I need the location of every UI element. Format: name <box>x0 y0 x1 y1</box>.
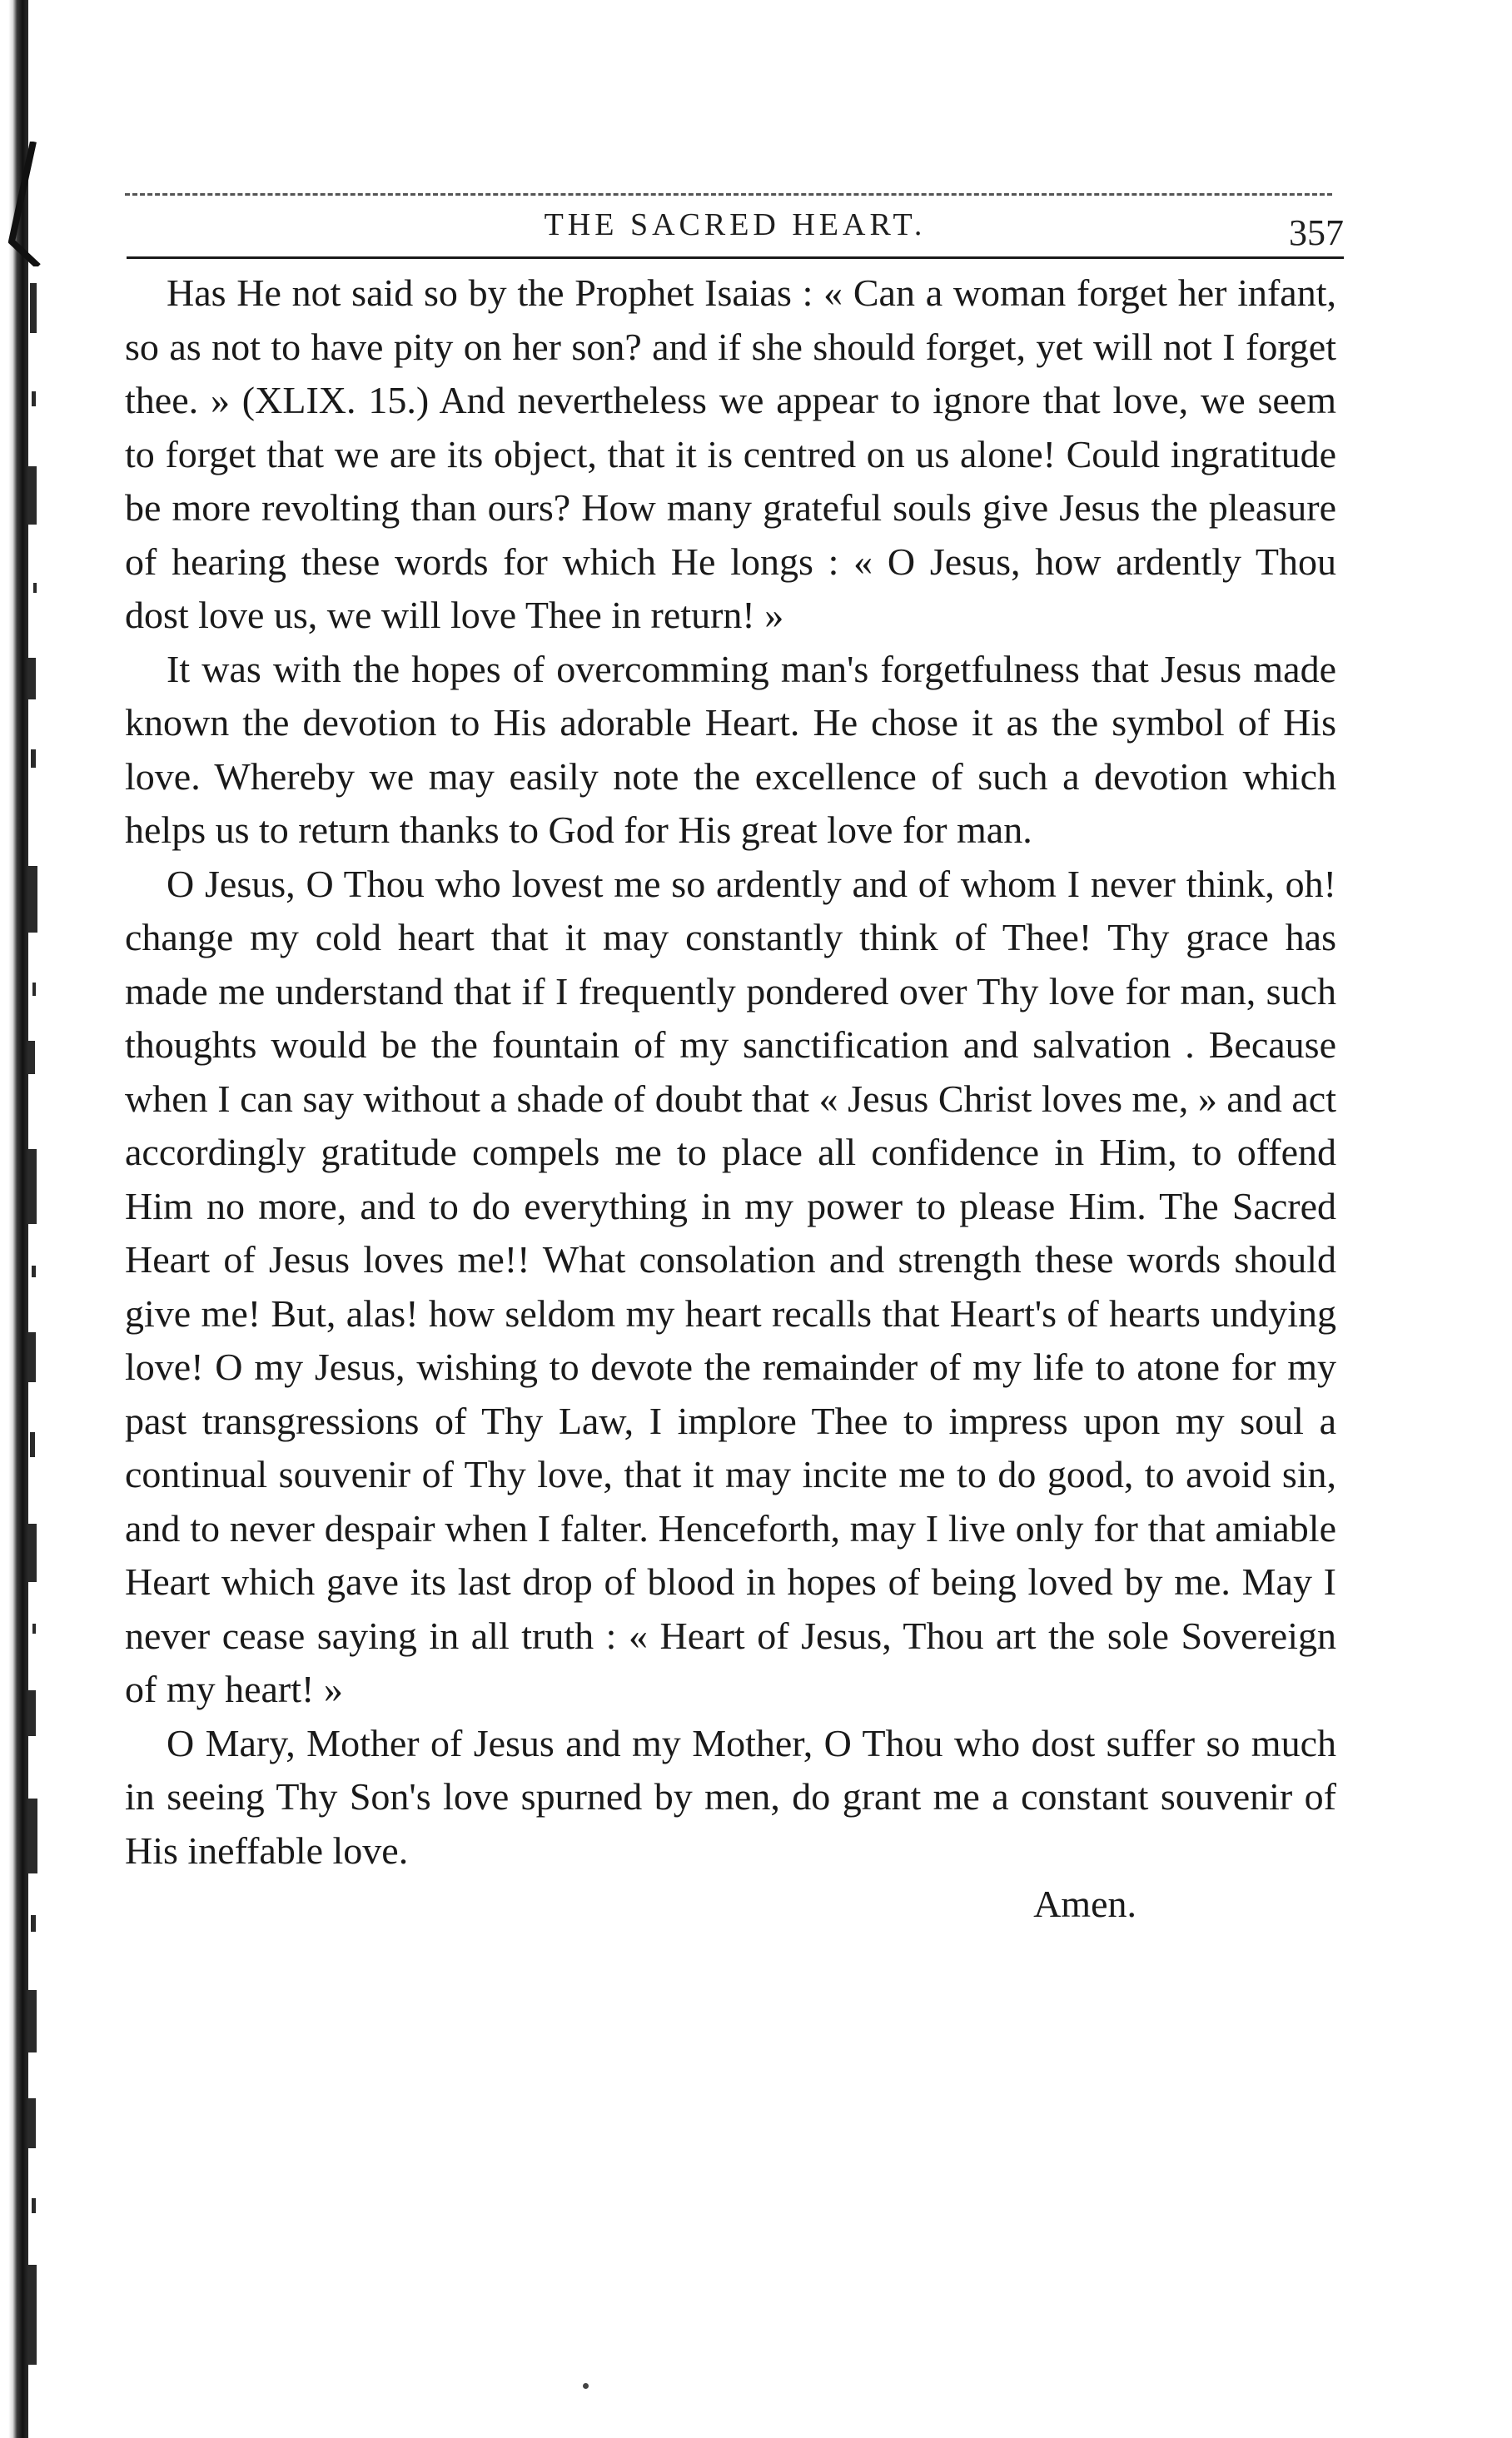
scanned-binding-edge <box>0 0 28 2438</box>
paragraph-prayer-to-mary: O Mary, Mother of Jesus and my Mother, O Thou who dost suffer so much in seeing Thy Son's love spurned by men, do grant me a constant souvenir of His ineffable love. <box>125 1721 1336 1872</box>
running-title: THE SACRED HEART. <box>544 207 927 242</box>
scan-corner-mark <box>8 142 42 266</box>
paragraph-prophet-isaias: Has He not said so by the Prophet Isaias : « Can a woman forget her infant, so as not to have pity on her son? and if she should forget, yet will not I forget thee. » (XLIX. 15.) And nevertheless we appear to ignore that love, we seem to forget that we are its object, that it is centred on us alone! Could ingratitude be more revolting than ours? How many grateful souls give Jesus the pleasure of hearing these words for which He longs : « O Jesus, how ardently Thou dost love us, we will love Thee in return! » <box>125 271 1336 636</box>
page-number: 357 <box>1289 212 1344 253</box>
paragraph-devotion: It was with the hopes of overcomming man's forgetfulness that Jesus made known the devotion to His adorable Heart. He chose it as the symbol of His love. Whereby we may easily note the excellence of such a devotion which helps us to return thanks to God for His great love for man. <box>125 647 1336 851</box>
footer-speck <box>583 2383 589 2389</box>
header-rule <box>127 256 1344 259</box>
running-head <box>123 200 1347 258</box>
closing-amen: Amen. <box>1033 1883 1136 1925</box>
binding-scan-noise <box>28 0 78 2438</box>
body-text <box>125 266 1336 1932</box>
paragraph-prayer-to-jesus: O Jesus, O Thou who lovest me so ardently and of whom I never think, oh! change my cold heart that it may constantly think of Thee! Thy grace has made me understand that if I frequently pondered over Thy love for man, such thoughts would be the fountain of my sanctification and salvation . Because when I can say without a shade of doubt that « Jesus Christ loves me, » and act accordingly gratitude compels me to place all confidence in Him, to offend Him no more, and to do everything in my power to please Him. The Sacred Heart of Jesus loves me!! What consolation and strength these words should give me! But, alas! how seldom my heart recalls that Heart's of hearts undying love! O my Jesus, wishing to devote the remainder of my life to atone for my past transgressions of Thy Law, I implore Thee to impress upon my soul a continual souvenir of Thy love, that it may incite me to do good, to avoid sin, and to never despair when I falter. Henceforth, may I live only for that amiable Heart which gave its last drop of blood in hopes of being loved by me. May I never cease saying in all truth : « Heart of Jesus, Thou art the sole Sovereign of my heart! » <box>125 862 1336 1710</box>
